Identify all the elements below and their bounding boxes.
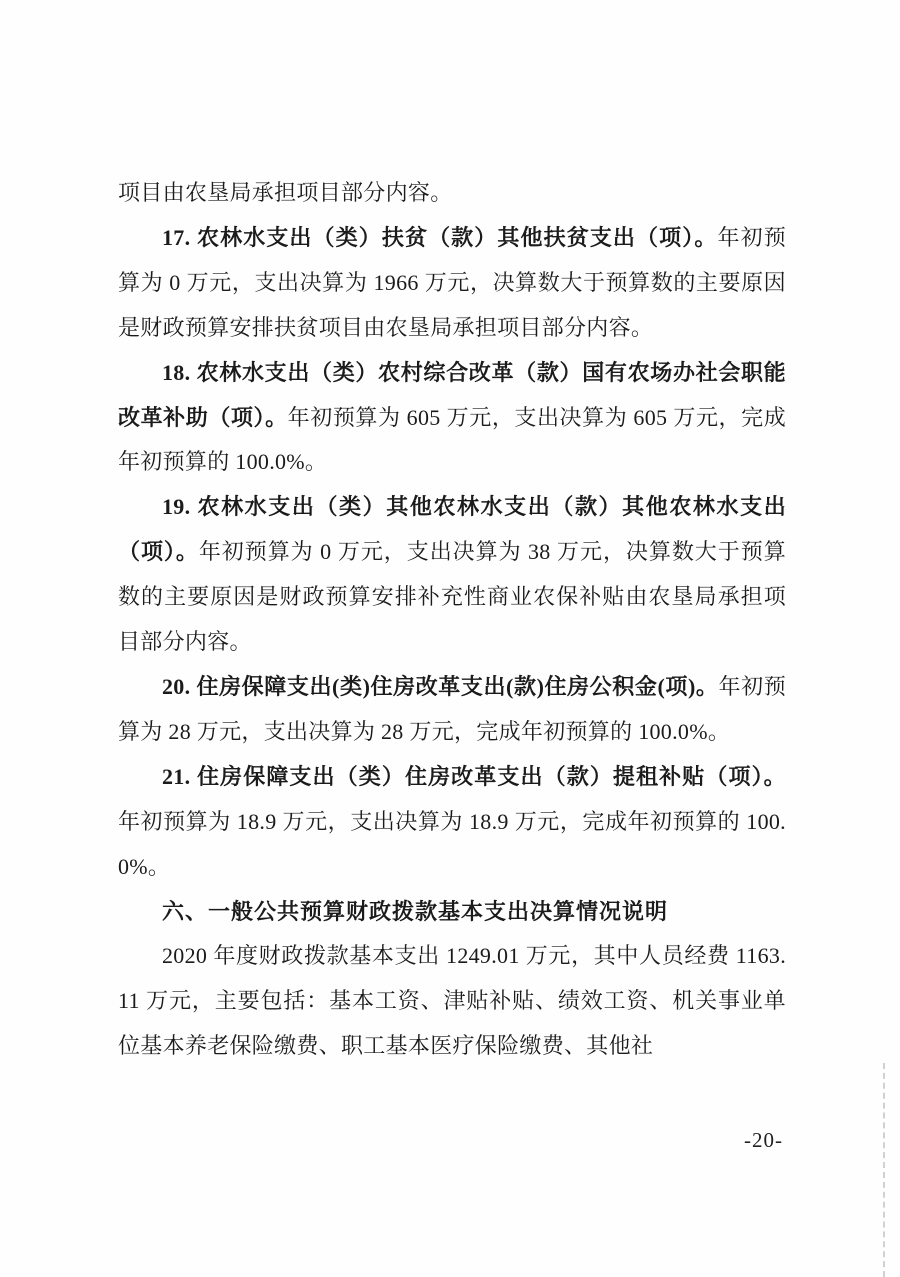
paragraph-item-18-body: 年初预算为 605 万元，支出决算为 605 万元，完成年初预算的 100.0%。 — [118, 404, 787, 475]
paragraph-item-21 — [118, 755, 786, 890]
paragraph-item-19-body: 年初预算为 0 万元，支出决算为 38 万元，决算数大于预算数的主要原因是财政预算安排补充性商业农保补贴由农垦局承担项目部分内容。 — [118, 539, 786, 655]
paragraph-basic-expenditure-text: 2020 年度财政拨款基本支出 1249.01 万元，其中人员经费 1163.11 万元，主要包括：基本工资、津贴补贴、绩效工资、机关事业单位基本养老保险缴费、职工基本医疗保险缴费、其他社 — [118, 943, 786, 1059]
paragraph-item-20-body: 年初预算为 28 万元，支出决算为 28 万元，完成年初预算的 100.0%。 — [118, 673, 786, 744]
paragraph-item-17-body: 年初预算为 0 万元，支出决算为 1966 万元，决算数大于预算数的主要原因是财政预算安排扶贫项目由农垦局承担项目部分内容。 — [118, 224, 786, 340]
paragraph-item-18-heading: 18. 农林水支出（类）农村综合改革（款）国有农场办社会职能改革补助（项）。 — [118, 359, 786, 430]
paragraph-item-19 — [118, 485, 786, 665]
paragraph-continuation — [118, 171, 786, 216]
paragraph-item-18 — [118, 351, 786, 486]
paragraph-basic-expenditure — [118, 934, 786, 1069]
section-six-heading: 六、一般公共预算财政拨款基本支出决算情况说明 — [162, 898, 669, 924]
scan-artifact-dashed-line — [883, 1063, 885, 1277]
paragraph-item-21-heading: 21. 住房保障支出（类）住房改革支出（款）提租补贴（项）。 — [162, 763, 786, 789]
paragraph-item-19-heading: 19. 农林水支出（类）其他农林水支出（款）其他农林水支出（项）。 — [118, 494, 786, 565]
paragraph-item-17-heading: 17. 农林水支出（类）扶贫（款）其他扶贫支出（项）。 — [162, 224, 718, 250]
paragraph-item-21-body: 年初预算为 18.9 万元，支出决算为 18.9 万元，完成年初预算的 100.0%。 — [118, 808, 786, 879]
paragraph-continuation-text: 项目由农垦局承担项目部分内容。 — [118, 180, 453, 205]
page-number: -20- — [744, 1128, 783, 1152]
paragraph-item-20-heading: 20. 住房保障支出(类)住房改革支出(款)住房公积金(项)。 — [162, 673, 719, 699]
document-body — [118, 171, 786, 1069]
paragraph-item-17 — [118, 216, 786, 351]
paragraph-item-20 — [118, 665, 786, 755]
